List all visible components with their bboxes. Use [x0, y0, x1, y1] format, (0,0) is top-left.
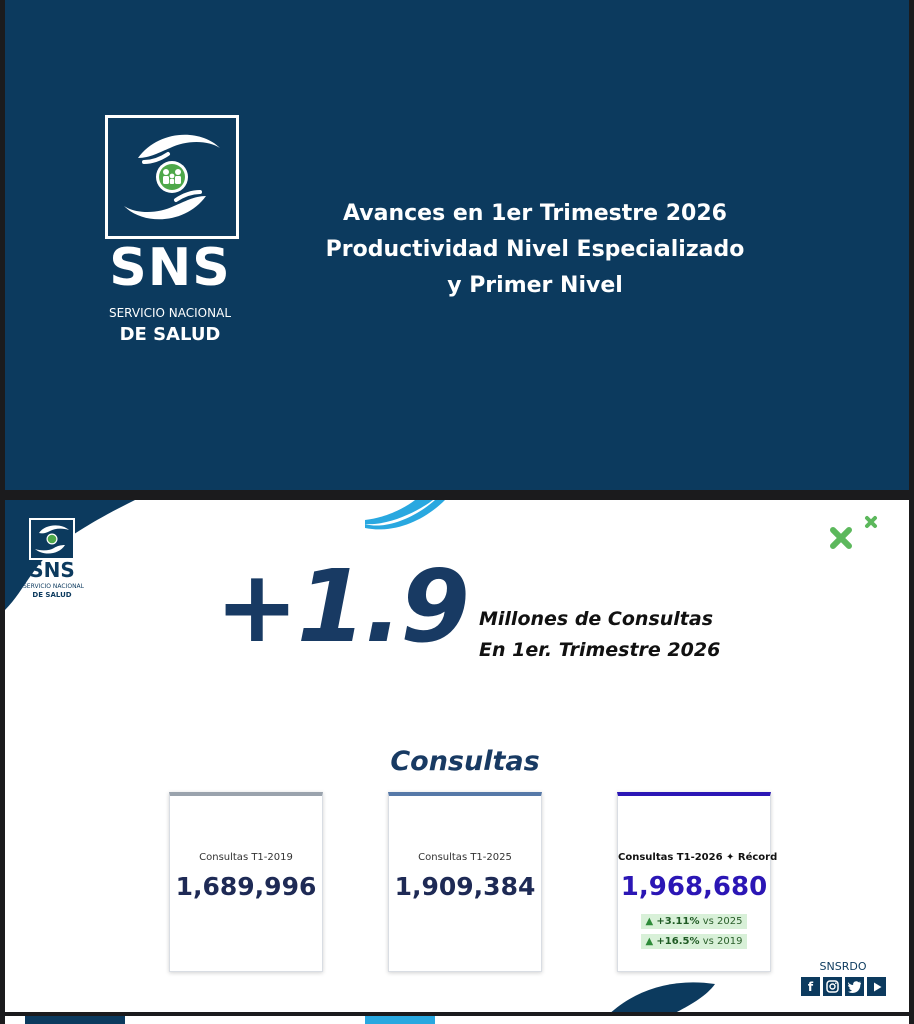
stat-card-value: 1,909,384: [394, 872, 536, 901]
social-block: [801, 960, 891, 996]
logo-abbr: SNS: [109, 238, 231, 298]
next-slide-peek: [5, 1016, 909, 1024]
delta-percent: +16.5%: [656, 936, 700, 947]
logo-line2: DE SALUD: [119, 324, 221, 345]
sns-logo: [95, 110, 255, 350]
logo-frame-small: [29, 518, 75, 560]
logo-line1-small: SERVICIO NACIONAL: [23, 583, 85, 590]
peek-decoration-dark: [25, 1016, 125, 1024]
delta-text: vs 2019: [702, 936, 743, 947]
social-icons: [801, 977, 891, 996]
title-line-2: Productividad Nivel Especializado: [325, 237, 745, 262]
caring-hands-icon: [31, 520, 73, 558]
peek-decoration-blue: [365, 1016, 435, 1024]
section-title: Consultas: [390, 746, 540, 777]
delta-percent: +3.11%: [656, 916, 700, 927]
youtube-icon[interactable]: [867, 977, 886, 996]
headline-caption-line-2: En 1er. Trimestre 2026: [479, 639, 721, 661]
logo-line1: SERVICIO NACIONAL: [108, 306, 231, 320]
logo-line2-small: DE SALUD: [32, 591, 72, 599]
stat-card-label: Consultas T1-2026 ✦ Récord: [618, 852, 778, 863]
logo-abbr-small: SNS: [29, 558, 75, 582]
title-slide: [5, 0, 909, 490]
title-line-3: y Primer Nivel: [447, 273, 623, 298]
stats-slide: [5, 500, 909, 1012]
stat-card-value: 1,689,996: [175, 872, 317, 901]
bottom-wave-decoration: [605, 978, 725, 1012]
headline-caption: [479, 604, 720, 666]
headline-caption-line-1: Millones de Consultas: [479, 608, 714, 630]
top-wave-decoration: [365, 500, 445, 530]
headline-value: +1.9: [215, 548, 468, 665]
twitter-icon[interactable]: [845, 977, 864, 996]
social-handle: SNSRDO: [819, 960, 867, 973]
delta-text: vs 2025: [702, 916, 743, 927]
delta-badge-vs-2025: [618, 909, 770, 929]
stat-card-2019: [169, 792, 323, 972]
up-arrow-icon: ▲: [645, 916, 654, 927]
facebook-icon[interactable]: f: [801, 977, 820, 996]
sns-logo-small: [23, 518, 83, 608]
stat-card-label: Consultas T1-2025: [418, 852, 512, 863]
stat-card-value: 1,968,680: [620, 872, 768, 902]
stat-card-2026-record: [617, 792, 778, 972]
logo-frame: [105, 115, 239, 239]
delta-pill: [641, 914, 748, 929]
cross-decoration-icon: [825, 510, 885, 550]
up-arrow-icon: ▲: [645, 936, 654, 947]
instagram-icon[interactable]: [823, 977, 842, 996]
delta-pill: [641, 934, 748, 949]
slide-title: [305, 196, 765, 304]
caring-hands-icon: [108, 118, 236, 236]
stat-card-label: Consultas T1-2019: [199, 852, 293, 863]
delta-badge-vs-2019: [618, 929, 770, 949]
stat-card-2025: [388, 792, 542, 972]
title-line-1: Avances en 1er Trimestre 2026: [343, 201, 727, 226]
